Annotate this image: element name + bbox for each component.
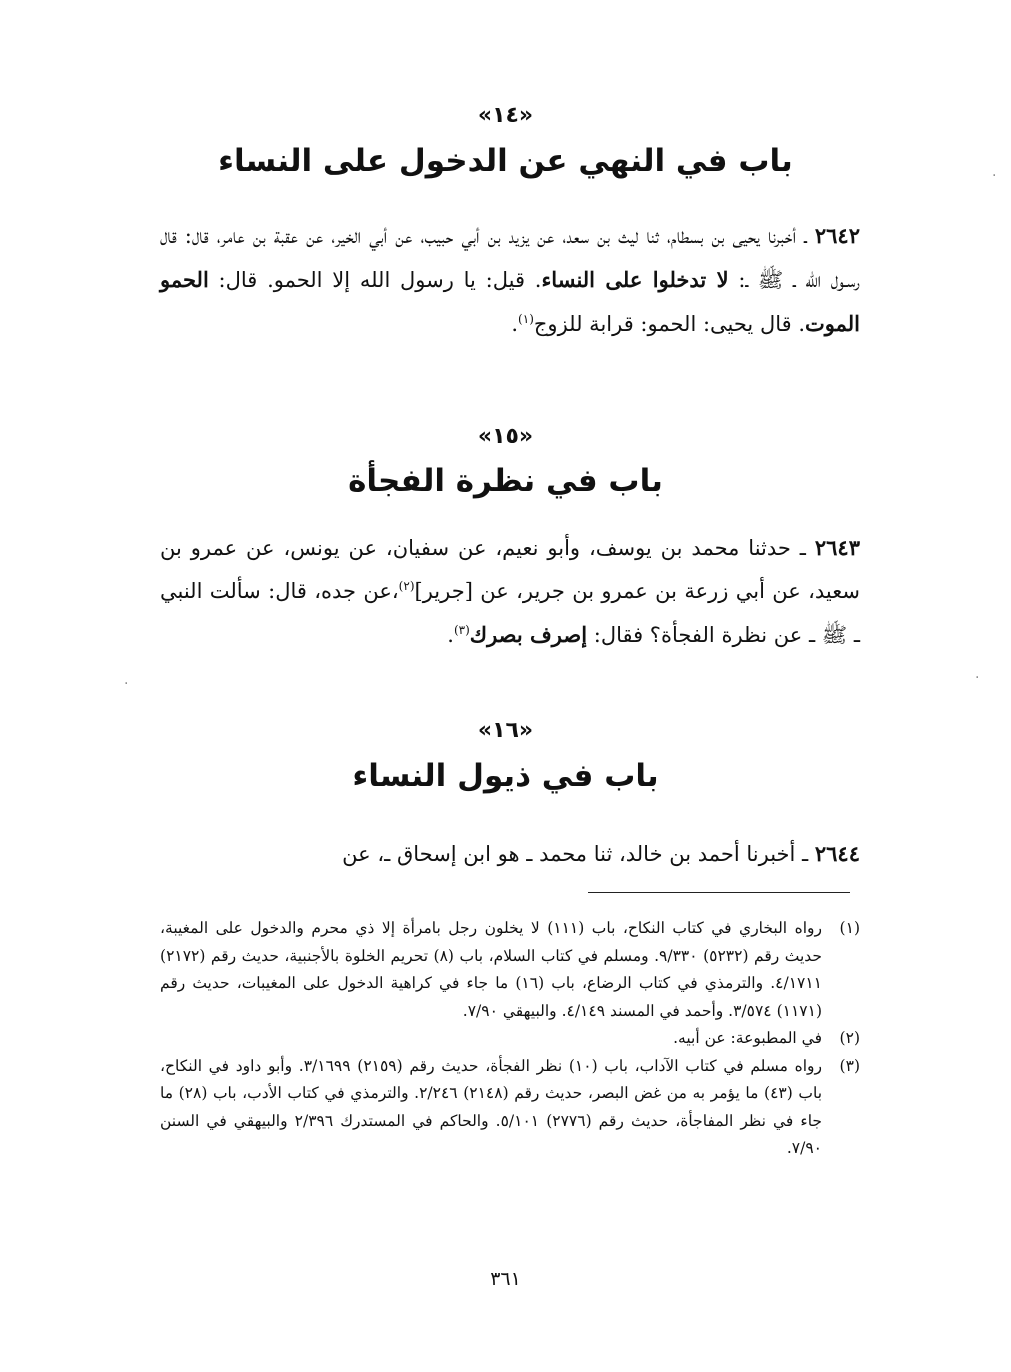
section-title: باب في نظرة الفجأة <box>348 463 663 499</box>
section-number: «١٦» <box>477 718 534 743</box>
footnote-marker: (٢) <box>839 1029 860 1047</box>
section-title: باب في النهي عن الدخول على النساء <box>218 143 793 179</box>
hadith-text: . <box>511 312 519 336</box>
hadith-quote: لا تدخلوا على النساء <box>541 267 729 292</box>
scan-speck: · <box>992 168 997 184</box>
hadith-text: ،عن جده، قال: سألت النبي ـ ﷺ ـ عن نظرة الفجأة؟ فقال: <box>160 579 860 647</box>
scan-speck: · <box>124 676 129 692</box>
footnote <box>160 915 860 1025</box>
section-number: «١٥» <box>477 424 534 449</box>
footnote-text: رواه البخاري في كتاب النكاح، باب (١١١) لا يخلون رجل بامرأة إلا ذي محرم والدخول على المغيبة، حديث رقم (٥٢٣٢) ٩/٣٣٠. ومسلم في كتاب السلام، باب (٨) تحريم الخلوة بالأجنبية، حديث رقم (٢١٧٢) ٤/١٧١١. والترمذي في كتاب الرضاع، باب (١٦) ما جاء في كراهية الدخول على المغيبات، حديث رقم (١١٧١) ٣/٥٧٤. وأحمد في المسند ٤/١٤٩. والبيهقي ٧/٩٠. <box>160 919 822 1020</box>
hadith-number: ٢٦٤٢ <box>814 223 860 248</box>
hadith-text: ـ أخبرنا يحيى بن بسطام، ثنا ليث بن سعد، عن يزيد بن أبي حبيب، عن أبي الخير، عن عقبة بن عامر، قال: قال رسـول الله ـ ﷺ ـ: <box>160 224 860 292</box>
hadith-number: ٢٦٤٣ <box>814 535 860 560</box>
section-title: باب في ذيول النساء <box>352 758 659 794</box>
footnote-reference[interactable]: (١) <box>518 312 534 326</box>
hadith-paragraph <box>160 526 860 657</box>
hadith-text: ـ أخبرنا أحمد بن خالد، ثنا محمد ـ هو ابن إسحاق ـ، عن <box>342 842 815 866</box>
hadith-quote: الحمو الموت <box>160 267 860 336</box>
footnote-reference[interactable]: (٣) <box>453 623 470 637</box>
hadith-text: . <box>447 623 454 647</box>
section-number: «١٤» <box>477 103 534 128</box>
footnote-separator <box>588 892 850 893</box>
footnotes <box>160 915 860 1163</box>
hadith-number: ٢٦٤٤ <box>814 841 860 866</box>
footnote-marker: (١) <box>839 919 860 937</box>
hadith-text: . قيل: يا رسول الله إلا الحمو. قال: <box>208 268 542 292</box>
hadith-paragraph <box>160 832 860 876</box>
hadith-paragraph <box>160 214 860 346</box>
hadith-text: . قال يحيى: الحمو: قرابة للزوج <box>533 312 805 336</box>
footnote <box>160 1025 860 1053</box>
hadith-text: ـ حدثنا محمد بن يوسف، وأبو نعيم، عن سفيان، عن يونس، عن عمرو بن سعيد، عن أبي زرعة بن عمرو بن جرير، عن [جرير] <box>160 536 860 603</box>
footnote-text: رواه مسلم في كتاب الآداب، باب (١٠) نظر الفجأة، حديث رقم (٢١٥٩) ٣/١٦٩٩. وأبو داود في النكاح، باب (٤٣) ما يؤمر به من غض البصر، حديث رقم (٢١٤٨) ٢/٢٤٦. والترمذي في كتاب الأدب، باب (٢٨) ما جاء في نظر المفاجأة، حديث رقم (٢٧٧٦) ٥/١٠١. والحاكم في المستدرك ٢/٣٩٦ والبيهقي في السنن ٧/٩٠. <box>160 1056 823 1157</box>
page-number: ٣٦١ <box>490 1268 521 1290</box>
hadith-quote: إصرف بصرك <box>469 622 588 647</box>
footnote <box>160 1053 860 1163</box>
footnote-reference[interactable]: (٢) <box>398 579 415 593</box>
scan-speck: · <box>975 670 980 686</box>
footnote-text: في المطبوعة: عن أبيه. <box>673 1029 822 1047</box>
footnote-marker: (٣) <box>839 1056 860 1075</box>
